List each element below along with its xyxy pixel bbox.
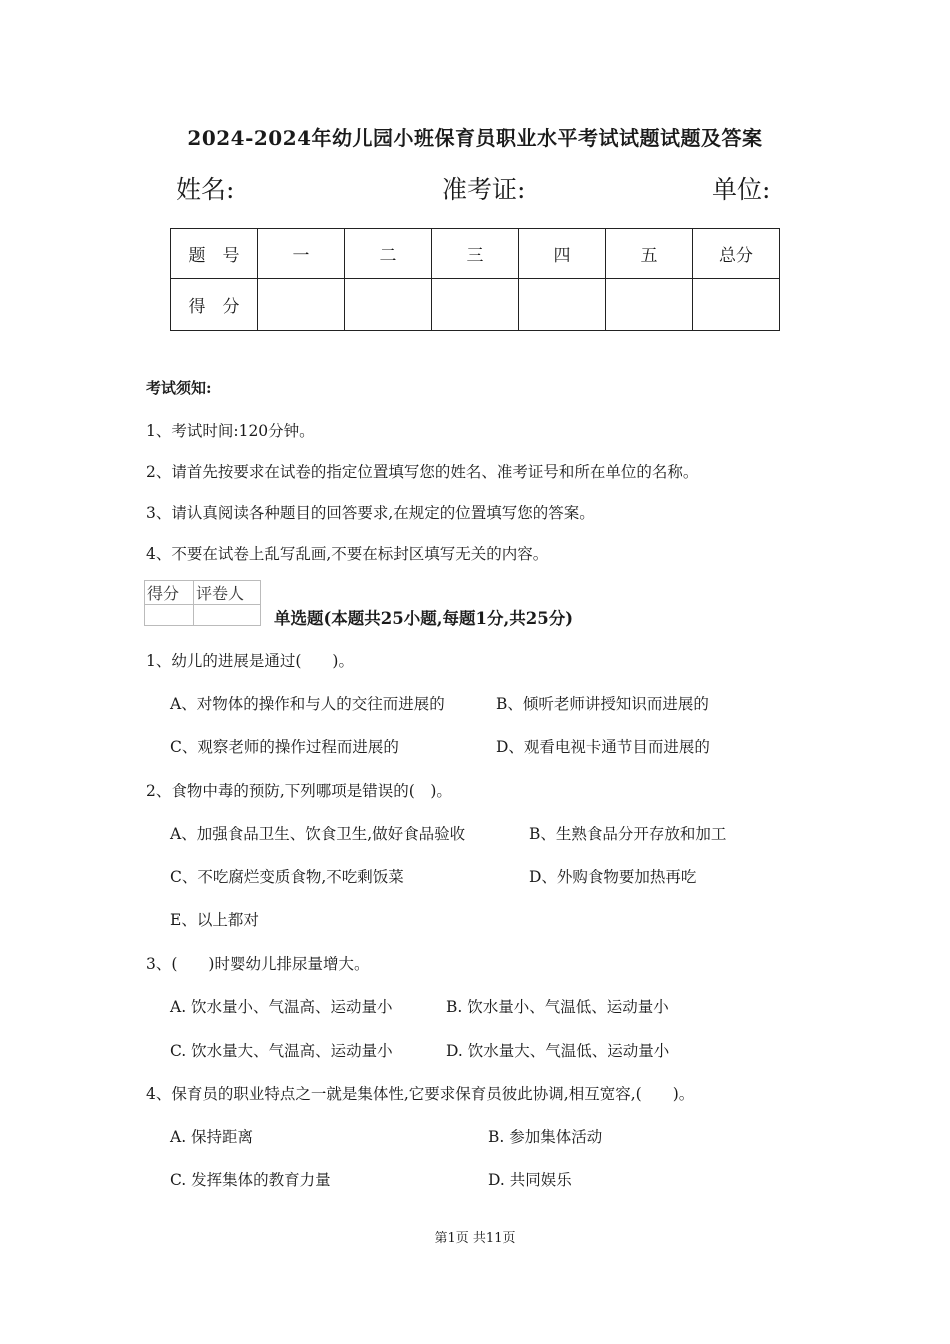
question-option: D、外购食物要加热再吃	[529, 868, 697, 886]
notice-item: 1、考试时间:120分钟。	[146, 422, 315, 440]
question-stem: 1、幼儿的进展是通过( )。	[146, 652, 354, 670]
question-option: B. 参加集体活动	[488, 1128, 603, 1146]
score-cell[interactable]	[258, 279, 345, 331]
question-option: C、不吃腐烂变质食物,不吃剩饭菜	[170, 868, 404, 886]
score-table-score-row	[171, 279, 780, 331]
section-title: 单选题(本题共25小题,每题1分,共25分)	[274, 609, 574, 628]
question-option: D、观看电视卡通节目而进展的	[496, 738, 710, 756]
score-header-cell: 三	[432, 229, 519, 279]
score-header-cell: 总分	[693, 229, 780, 279]
score-header-cell: 五	[606, 229, 693, 279]
page-title: 2024-2024年幼儿园小班保育员职业水平考试试题试题及答案	[187, 126, 763, 150]
question-option: A、加强食品卫生、饮食卫生,做好食品验收	[170, 825, 466, 843]
question-option: B、生熟食品分开存放和加工	[529, 825, 727, 843]
question-option: C. 发挥集体的教育力量	[170, 1171, 331, 1189]
score-row-label: 得 分	[171, 279, 258, 331]
question-option: A. 饮水量小、气温高、运动量小	[170, 998, 393, 1016]
question-option: B、倾听老师讲授知识而进展的	[496, 695, 709, 713]
question-option: A、对物体的操作和与人的交往而进展的	[170, 695, 445, 713]
grader-box	[144, 580, 261, 626]
question-option: E、以上都对	[170, 911, 259, 929]
unit-field-label: 单位:	[712, 175, 771, 204]
score-table-header-row	[171, 229, 780, 279]
grader-reviewer-cell[interactable]	[194, 605, 261, 626]
score-header-cell: 题 号	[171, 229, 258, 279]
score-header-cell: 一	[258, 229, 345, 279]
question-option: C、观察老师的操作过程而进展的	[170, 738, 399, 756]
notice-item: 2、请首先按要求在试卷的指定位置填写您的姓名、准考证号和所在单位的名称。	[146, 463, 699, 481]
grader-reviewer-label: 评卷人	[194, 581, 261, 605]
score-header-cell: 四	[519, 229, 606, 279]
question-stem: 4、保育员的职业特点之一就是集体性,它要求保育员彼此协调,相互宽容,( )。	[146, 1085, 695, 1103]
score-header-cell: 二	[345, 229, 432, 279]
question-stem: 2、食物中毒的预防,下列哪项是错误的( )。	[146, 782, 452, 800]
question-option: C. 饮水量大、气温高、运动量小	[170, 1042, 393, 1060]
score-cell[interactable]	[606, 279, 693, 331]
question-option: A. 保持距离	[170, 1128, 254, 1146]
notice-heading: 考试须知:	[146, 379, 212, 397]
grader-score-label: 得分	[145, 581, 194, 605]
question-option: B. 饮水量小、气温低、运动量小	[446, 998, 669, 1016]
question-option: D. 共同娱乐	[488, 1171, 572, 1189]
score-cell[interactable]	[432, 279, 519, 331]
question-stem: 3、( )时婴幼儿排尿量增大。	[146, 955, 370, 973]
question-option: D. 饮水量大、气温低、运动量小	[446, 1042, 670, 1060]
name-field-label: 姓名:	[176, 175, 235, 204]
notice-item: 4、不要在试卷上乱写乱画,不要在标封区填写无关的内容。	[146, 545, 549, 563]
grader-score-cell[interactable]	[145, 605, 194, 626]
score-table	[170, 228, 780, 331]
score-cell[interactable]	[693, 279, 780, 331]
page-footer: 第1页 共11页	[434, 1231, 516, 1246]
score-cell[interactable]	[345, 279, 432, 331]
exam-number-field-label: 准考证:	[442, 175, 526, 204]
score-cell[interactable]	[519, 279, 606, 331]
notice-item: 3、请认真阅读各种题目的回答要求,在规定的位置填写您的答案。	[146, 504, 595, 522]
